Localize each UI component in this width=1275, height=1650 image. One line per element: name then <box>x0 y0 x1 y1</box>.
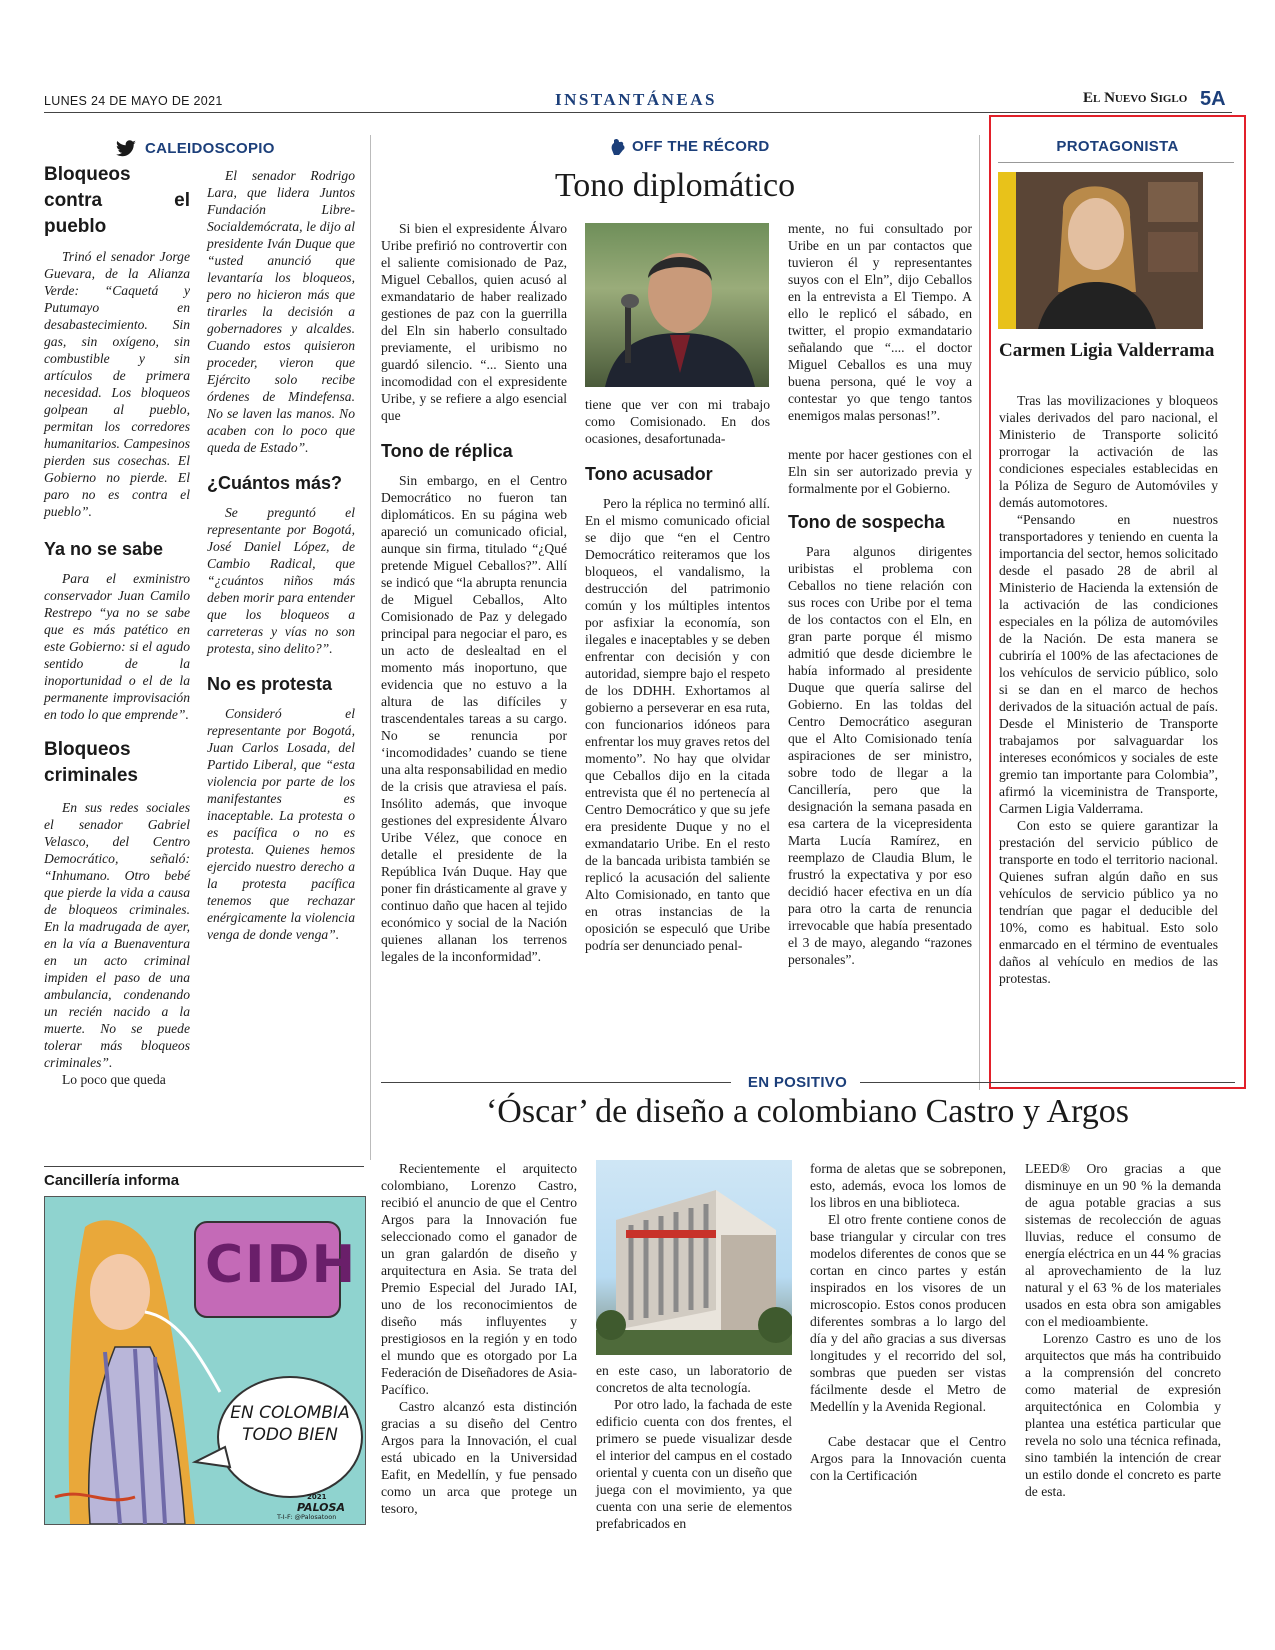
paragraph: mente por hacer gestiones con el Eln sin ser autorizado previa y formalmente por el Gobierno. <box>788 447 972 496</box>
paragraph: Pero la réplica no terminó allí. En el mismo comunicado oficial se dijo que “en el Centro Democrático reiteramos que los bloqueos, el vandalismo, la destrucción del patrimonio común y los múltiples intentos por asfixiar la economía, son ilegales e inaceptables y se deben enfrentar con decisión y con autoridad, siempre bajo el respeto de los DDHH. Exhortamos al gobierno a perseverar en esa ruta, con funcionarios idóneos para enfrentar los muy graves retos del momento”. No hay que olvidar que Ceballos dijo en la citada entrevista que él no pertenecía al Centro Democrático y que su jefe era presidente Duque y no el exmandatario Uribe. En el resto de la bancada uribista también se replicó la acusación del saliente Alto Comisionado, en tanto que en otras instancias de la oposición se especuló que Uribe podría ser denunciado penal- <box>585 496 770 953</box>
headline-tono-sospecha: Tono de sospecha <box>788 512 945 532</box>
protagonista-body <box>999 392 1218 987</box>
off-record-label: OFF THE RÉCORD <box>632 138 770 155</box>
paragraph: LEED® Oro gracias a que disminuye en un 90 % la demanda de agua potable gracias a sus sistemas de recolección de aguas lluvias, reduce el consumo de energía eléctrica en un 44 % gracias al aprovechamiento de la luz natural y el 63 % de los materiales usados en esta obra son amigables con el medioambiente. <box>1025 1161 1222 1329</box>
cartoon-title: Cancillería informa <box>44 1172 180 1189</box>
cartoon-year: 2021 <box>307 1493 327 1501</box>
paragraph: Para el exministro conservador Juan Camilo Restrepo “ya no se sabe que es más patético en este Gobierno: si el agudo sentido de la inoportunidad o el de la permanente improvisación en todo lo que emprende”. <box>44 571 190 722</box>
caleidoscopio-column-1 <box>44 162 190 1088</box>
en-positivo-title: ‘Óscar’ de diseño a colombiano Castro y Argos <box>485 1093 1130 1130</box>
centro-argos-building-photo <box>596 1160 792 1355</box>
off-record-column-3 <box>788 220 972 968</box>
off-record-title: Tono diplomático <box>554 167 796 204</box>
cartoon-signature: PALOSA <box>297 1501 345 1514</box>
portrait-illustration <box>998 172 1203 329</box>
twitter-bird-icon <box>115 140 137 158</box>
off-record-column-2 <box>585 396 770 954</box>
cartoon-speech-bubble: EN COLOMBIA TODO BIEN <box>230 1403 350 1445</box>
en-positivo-column-1 <box>381 1160 577 1517</box>
hand-shush-icon <box>610 138 626 156</box>
paragraph: Lo poco que queda <box>62 1072 166 1087</box>
paragraph: Por otro lado, la fachada de este edificio cuenta con dos frentes, el primero se puede visualizar desde el interior del campus en el costado oriental y cuenta con un diseño que juega con el movimiento, ya que cuenta con una serie de elementos prefabricados en <box>596 1397 792 1531</box>
page-number: 5A <box>1200 88 1226 110</box>
protagonista-name: Carmen Ligia Valderrama <box>999 340 1215 361</box>
off-record-column-1 <box>381 220 567 965</box>
section-name: INSTANTÁNEAS <box>555 90 717 109</box>
cartoon-banner-text: CIDH <box>205 1235 358 1295</box>
cartoon-rule <box>44 1166 364 1167</box>
paragraph: Sin embargo, en el Centro Democrático no fueron tan diplomáticos. En su página web apareció un comunicado oficial, aunque sin firma, titulado “¿Qué pretende Miguel Ceballos?”. Allí se indicó que “la abrupta renuncia de Miguel Ceballos, Alto Comisionado de Paz y delegado principal para negociar el paro, es un acto de deslealtad en el momento más inoportuno, que evidencia que no estuvo a la altura de las difíciles y trascendentales tareas a su cargo. No se renuncia por ‘incomodidades’ cuando se tiene una alta responsabilidad en medio de la crisis que atraviesa el país. Insólito además, que invoque gestiones del expresidente Álvaro Uribe Vélez, que conoce en detalle el presidente de la República Iván Duque. Hay que poner fin drásticamente al grave y continuo daño que hacen al tejido económico y social de la Nación quienes allanan los terrenos legales de la inconformidad”. <box>381 473 567 964</box>
headline-ya-no-se-sabe: Ya no se sabe <box>44 539 164 559</box>
paragraph: El senador Rodrigo Lara, que lidera Juntos Fundación Libre-Socialdemócrata, le dijo al presidente Iván Duque que “usted anunció que levantaría los bloqueos, pero no hicieron más que tirarles la decisión a gobernadores y alcaldes. Cuando estos quisieron proceder, vieron que Ejército solo recibe órdenes de Mindefensa. No se laven las manos. No acaben con lo poco que queda de Estado”. <box>207 168 355 455</box>
paragraph: Lorenzo Castro es uno de los arquitectos que más ha contribuido a la comprensión del concreto como material de expresión arquitectónica en Colombia y plantea una estética particular que revela no solo una técnica refinada, sino también la intención de crear un estilo donde el concreto es parte de esta. <box>1025 1331 1221 1499</box>
en-positivo-column-3 <box>810 1160 1006 1484</box>
paragraph: en este caso, un laboratorio de concretos de alta tecnología. <box>596 1363 792 1395</box>
headline-tono-acusador: Tono acusador <box>585 464 713 484</box>
paragraph: “Pensando en nuestros transportadores y teniendo en cuenta la importancia del sector, hemos solicitado desde el pasado 28 de abril al Ministerio de Hacienda la extensión de la activación de las condiciones especiales en la póliza de automóviles de la Nación. De esta manera se cubriría el 100% de las afectaciones de los vehículos de servicio público, solo si se dan en el marco de hechos derivados de la situación actual de país. Desde el Ministerio de Transporte trabajamos por salvaguardar los intereses económicos y sociales de este gremio tan importante para Colombia”, afirmó la viceministra de Transporte, Carmen Ligia Valderrama. <box>999 512 1218 816</box>
paragraph: Tras las movilizaciones y bloqueos viales derivados del paro nacional, el Ministerio de Transporte solicitó prorrogar la activación de las condiciones especiales establecidas en la Póliza de Seguro de Automóviles y demás automotores. <box>999 393 1218 510</box>
paragraph: mente, no fui consultado por Uribe en un par contactos que tuvieron él y representantes suyos con el Eln”, dijo Ceballos en la entrevista a El Tiempo. A ello le replicó el sábado, en twitter, el propio exmandatario señalando que “.... el doctor Miguel Ceballos es una muy buena persona, qué le voy a contestar yo que tengo tantos enemigos malas personas!”. <box>788 221 972 423</box>
editorial-cartoon <box>44 1196 366 1525</box>
caleidoscopio-kicker <box>115 140 365 162</box>
protagonista-rule <box>998 162 1234 163</box>
en-positivo-rule-right <box>860 1082 1235 1083</box>
paragraph: Con esto se quiere garantizar la prestación del servicio público de transporte en todo el territorio nacional. Quienes sufran algún daño en sus vehículos de servicio público ya no tendrían que pagar el deducible del 10%, como es habitual. Esto solo enmarcado en el término de eventuales daños al vehículo en medios de las protestas. <box>999 818 1218 986</box>
paragraph: forma de aletas que se sobreponen, esto, además, evoca los lomos de los libros en una biblioteca. <box>810 1161 1006 1210</box>
en-positivo-column-4 <box>1025 1160 1221 1500</box>
paragraph: tiene que ver con mi trabajo como Comisionado. En dos ocasiones, desafortunada- <box>585 397 770 446</box>
paragraph: Cabe destacar que el Centro Argos para la Innovación cuenta con la Certificación <box>810 1434 1006 1483</box>
paragraph: Trinó el senador Jorge Guevara, de la Alianza Verde: “Caquetá y Putumayo en desabastecimiento. Sin gas, sin oxígeno, sin combustible y sin artículos de primera necesidad. Los bloqueos golpean al pueblo, permitan los corredores humanitarios. Campesinos pierden sus cosechas. El Gobierno no pierde. El paro no es contra el pueblo”. <box>44 249 190 519</box>
paragraph: Castro alcanzó esta distinción gracias a su diseño del Centro Argos para la Innovación, el cual está ubicado en la Universidad Eafit, en Medellín, y fue pensado como un arca que protege un tesoro, <box>381 1399 577 1516</box>
off-record-kicker <box>610 138 810 160</box>
headline-tono-replica: Tono de réplica <box>381 441 513 461</box>
paragraph: Para algunos dirigentes uribistas el problema con Ceballos no tiene relación con sus roces con Uribe por el tema de los contactos con el Eln, en gran parte porque él mismo admitió que desde diciembre le había informado al presidente Duque que quería salirse del Gobierno. En las toldas del Centro Democrático aseguran que el Alto Comisionado tenía aspiraciones de ser ministro, sobre todo de llegar a la Cancillería, pero que la designación la semana pasada en esa cartera de la vicepresidenta Marta Lucía Ramírez, en reemplazo de Claudia Blum, le frustró la expectativa y por eso decidió hacer efectiva en un día para otro la carta de renuncia irrevocable que había presentado el 3 de mayo, alegando “razones personales”. <box>788 544 972 967</box>
headline-cuantos-mas: ¿Cuántos más? <box>207 473 343 493</box>
caleidoscopio-column-2 <box>207 167 355 943</box>
building-illustration <box>596 1160 792 1355</box>
en-positivo-rule-left <box>381 1082 731 1083</box>
paragraph: El otro frente contiene conos de base triangular y circular con tres modelos diferentes de conos que se cortan en cinco partes y están inspirados en los visores de un microscopio. Estos conos producen diferentes sombras a lo largo del día y del año gracias a sus diversas longitudes y el recorrido del sol, sombras que pueden ser vistas fácilmente desde el Metro de Medellín y la Avenida Regional. <box>810 1212 1006 1414</box>
headline-no-es-protesta: No es protesta <box>207 674 333 694</box>
headline-bloqueos-criminales: Bloqueos criminales <box>44 739 138 786</box>
miguel-ceballos-photo <box>585 223 769 387</box>
edition-date: LUNES 24 DE MAYO DE 2021 <box>44 94 223 108</box>
carmen-ligia-photo <box>998 172 1203 329</box>
column-divider <box>979 135 980 1090</box>
caleidoscopio-label: CALEIDOSCOPIO <box>145 140 275 157</box>
portrait-illustration <box>585 223 769 387</box>
headline-bloqueos-pueblo: Bloqueos contra el pueblo <box>44 164 190 237</box>
paragraph: Se preguntó el representante por Bogotá, José Daniel López, de Cambio Radical, que “¿cuántos niños más deben morir para entender que los bloqueos a carreteras y vías no son protesta, sino delito?”. <box>207 505 355 656</box>
paragraph: Consideró el representante por Bogotá, Juan Carlos Losada, del Partido Liberal, que “esta violencia por parte de los manifestantes es inaceptable. La protesta o es pacífica o no es protesta. Quienes hemos ejercido nuestro derecho a la protesta pacífica tenemos que rechazar enérgicamente la violencia venga de donde venga”. <box>207 706 355 942</box>
header-rule <box>44 112 1232 113</box>
protagonista-label: PROTAGONISTA <box>1056 138 1179 155</box>
paragraph: En sus redes sociales el senador Gabriel Velasco, del Centro Democrático, señaló: “Inhumano. Otro bebé que pierde la vida a causa de bloqueos criminales. En la madrugada de ayer, en la vía a Buenaventura en un acto criminal impiden el paso de una ambulancia, condenando un recién nacido a la muerte. No se puede tolerar más bloqueos criminales”. <box>44 800 190 1070</box>
en-positivo-label: EN POSITIVO <box>747 1074 848 1091</box>
newspaper-brand: El Nuevo Siglo <box>1083 90 1188 106</box>
cartoon-credit: T-I-F: @Palosatoon <box>277 1513 337 1521</box>
paragraph: Recientemente el arquitecto colombiano, Lorenzo Castro, recibió el anuncio de que el Centro Argos para la Innovación fue seleccionado como el ganador de un gran galardón de diseño y arquitectura en Asia. Se trata del Premio Especial del Jurado IAI, uno de los reconocimientos de diseño más influyentes y prestigiosos en la región y en todo el mundo que es otorgado por La Federación de Diseñadores de Asia-Pacífico. <box>381 1161 577 1397</box>
en-positivo-column-2 <box>596 1362 792 1532</box>
paragraph: Si bien el expresidente Álvaro Uribe prefirió no controvertir con el saliente comisionado de Paz, Miguel Ceballos, quien acusó al exmandatario de haber realizado gestiones de paz con la guerrilla del Eln sin haberlo consultado previamente, el uribismo no guardó silencio. “... Siento una incomodidad con el expresidente Uribe, y se refiere a algo esencial que <box>381 221 567 423</box>
column-divider <box>370 135 371 1160</box>
